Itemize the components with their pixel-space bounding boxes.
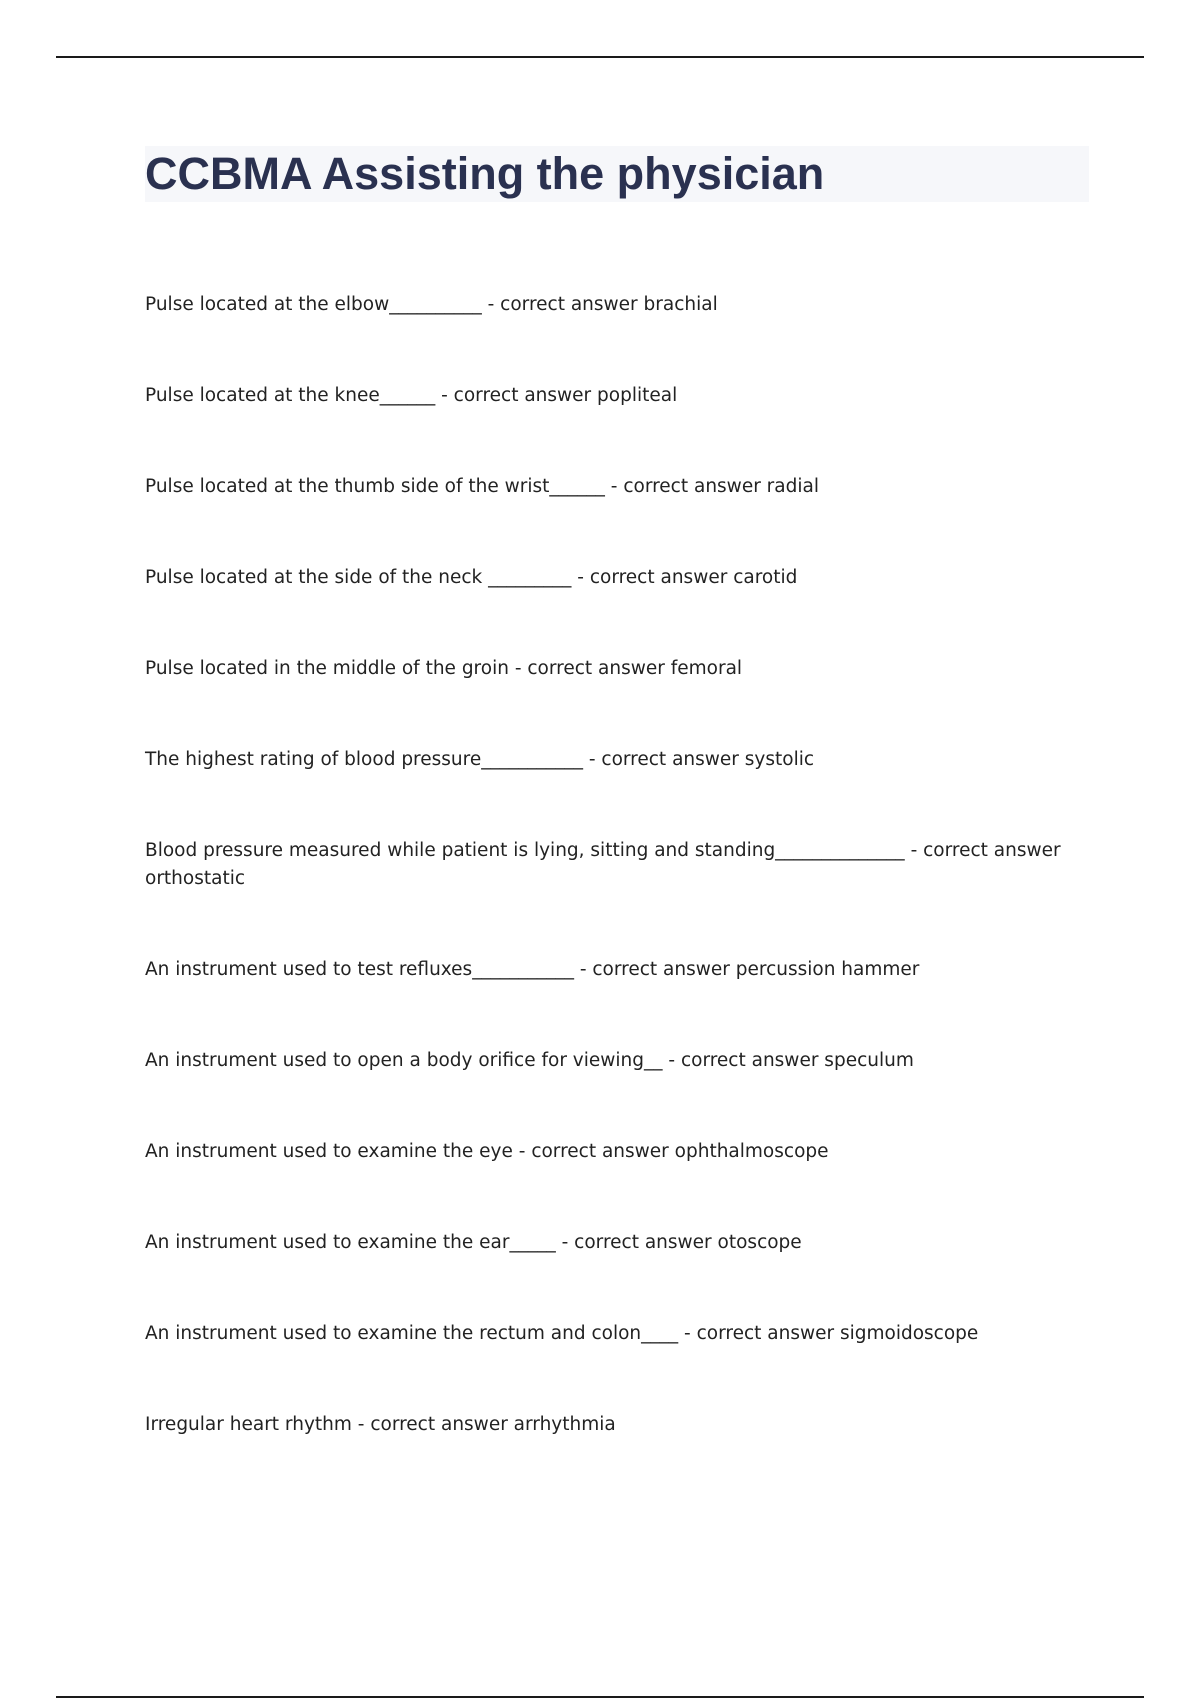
qa-item: Pulse located in the middle of the groin - correct answer femoral (145, 658, 743, 679)
footer-rule (56, 1696, 1144, 1698)
qa-item: Pulse located at the thumb side of the wrist______ - correct answer radial (145, 476, 819, 497)
qa-item: Pulse located at the side of the neck _________ - correct answer carotid (145, 567, 798, 588)
qa-item: Pulse located at the elbow__________ - correct answer brachial (145, 294, 718, 315)
qa-item: An instrument used to examine the ear_____ - correct answer otoscope (145, 1232, 802, 1253)
qa-item: Blood pressure measured while patient is lying, sitting and standing______________ - correct answer orthostatic (145, 840, 1061, 889)
qa-item: Irregular heart rhythm - correct answer arrhythmia (145, 1414, 616, 1435)
page-title: CCBMA Assisting the physician (145, 148, 825, 199)
qa-item: An instrument used to examine the rectum and colon____ - correct answer sigmoidoscope (145, 1323, 979, 1344)
qa-item: Pulse located at the knee______ - correct answer popliteal (145, 385, 678, 406)
qa-item: An instrument used to examine the eye - correct answer ophthalmoscope (145, 1141, 829, 1162)
qa-item: The highest rating of blood pressure___________ - correct answer systolic (145, 749, 815, 770)
title-block (145, 146, 1089, 202)
qa-item: An instrument used to test refluxes___________ - correct answer percussion hammer (145, 959, 920, 980)
header-rule (56, 56, 1144, 58)
qa-item: An instrument used to open a body orifice for viewing__ - correct answer speculum (145, 1050, 914, 1071)
